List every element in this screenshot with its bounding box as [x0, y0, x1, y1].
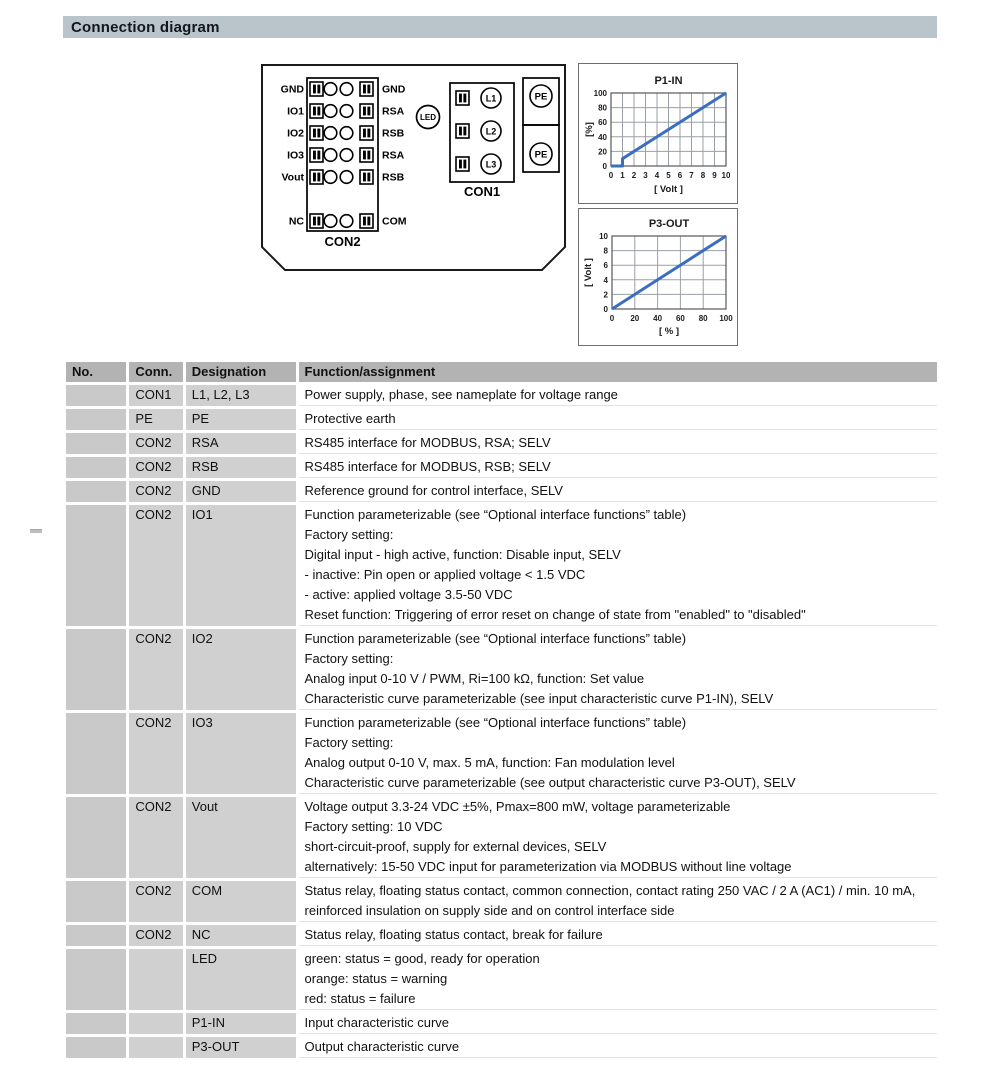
svg-text:0: 0: [609, 314, 615, 323]
function-line: red: status = failure: [304, 991, 416, 1006]
table-row: [66, 797, 937, 878]
cell-designation: RSB: [186, 457, 296, 478]
cell-function: [299, 713, 937, 794]
p1-in-chart: [578, 63, 738, 204]
con2-left-label: Vout: [281, 171, 304, 184]
function-line: Output characteristic curve: [304, 1039, 460, 1054]
pe-label: PE: [534, 149, 548, 161]
cell-conn: CON2: [129, 505, 182, 626]
cell-designation: IO1: [186, 505, 296, 626]
cell-no: [66, 433, 126, 454]
cell-conn: [129, 949, 182, 1010]
svg-text:5: 5: [666, 171, 671, 180]
cell-designation: LED: [186, 949, 296, 1010]
function-line: Reset function: Triggering of error reset on change of state from "enabled" to "disabled": [304, 607, 806, 622]
cell-conn: CON2: [129, 713, 182, 794]
con2-right-label: COM: [382, 215, 407, 228]
x-axis-label: [ Volt ]: [654, 184, 683, 195]
svg-text:8: 8: [700, 171, 706, 180]
function-line: Function parameterizable (see “Optional interface functions” table): [304, 715, 687, 730]
table-row: [66, 949, 937, 1010]
cell-conn: CON2: [129, 881, 182, 922]
svg-text:100: 100: [719, 314, 733, 323]
connection-table: [63, 359, 940, 1061]
cell-designation: L1, L2, L3: [186, 385, 296, 406]
curve-line: [612, 236, 726, 309]
svg-text:10: 10: [721, 171, 731, 180]
y-axis-label: [%]: [584, 122, 595, 137]
cell-function: [299, 925, 937, 946]
cell-conn: CON2: [129, 457, 182, 478]
cell-designation: NC: [186, 925, 296, 946]
cell-function: [299, 797, 937, 878]
function-line: Analog input 0-10 V / PWM, Ri=100 kΩ, function: Set value: [304, 671, 645, 686]
function-line: Factory setting:: [304, 735, 394, 750]
cell-designation: IO3: [186, 713, 296, 794]
function-line: Status relay, floating status contact, common connection, contact rating 250 VAC / 2 A (AC1) / min. 10 mA, reinforced insulation on supply side and on control interface side: [304, 883, 916, 918]
cell-designation: P1-IN: [186, 1013, 296, 1034]
con2-left-label: IO3: [287, 149, 304, 162]
cell-function: [299, 457, 937, 478]
cell-function: [299, 409, 937, 430]
cell-no: [66, 385, 126, 406]
cell-conn: CON2: [129, 797, 182, 878]
y-axis-label: [ Volt ]: [583, 258, 594, 287]
svg-text:6: 6: [603, 261, 608, 271]
con2-left-label: GND: [280, 83, 304, 96]
p3-out-chart: [578, 208, 738, 346]
function-line: RS485 interface for MODBUS, RSB; SELV: [304, 459, 551, 474]
svg-text:10: 10: [599, 232, 608, 241]
cell-no: [66, 713, 126, 794]
x-axis-label: [ % ]: [658, 326, 680, 337]
cell-conn: CON1: [129, 385, 182, 406]
function-line: Factory setting:: [304, 527, 394, 542]
cell-no: [66, 629, 126, 710]
svg-text:20: 20: [598, 147, 607, 157]
function-line: Factory setting: 10 VDC: [304, 819, 443, 834]
cell-conn: CON2: [129, 629, 182, 710]
cell-no: [66, 949, 126, 1010]
margin-dash: [30, 529, 42, 533]
svg-text:6: 6: [677, 171, 683, 180]
function-line: Analog output 0-10 V, max. 5 mA, function: Fan modulation level: [304, 755, 675, 770]
con2-right-label: RSA: [382, 105, 405, 118]
table-header-row: [66, 362, 937, 382]
cell-no: [66, 925, 126, 946]
function-line: - active: applied voltage 3.5-50 VDC: [304, 587, 513, 602]
con1-label: CON1: [463, 184, 501, 199]
phase-l3-label: L3: [485, 159, 497, 170]
cell-function: [299, 505, 937, 626]
svg-text:0: 0: [602, 162, 607, 171]
svg-text:20: 20: [630, 314, 640, 323]
con2-right-label: RSB: [382, 127, 405, 140]
chart-title: P1-IN: [654, 75, 683, 87]
cell-function: [299, 433, 937, 454]
cell-designation: COM: [186, 881, 296, 922]
cell-no: [66, 881, 126, 922]
svg-text:4: 4: [654, 171, 660, 180]
cell-conn: PE: [129, 409, 182, 430]
led-label: LED: [420, 113, 436, 122]
svg-text:1: 1: [620, 171, 625, 180]
svg-text:8: 8: [603, 246, 608, 256]
column-header-conn-: Conn.: [129, 362, 182, 382]
function-line: orange: status = warning: [304, 971, 448, 986]
table-row: [66, 713, 937, 794]
section-header-bar: [63, 16, 937, 38]
table-row: [66, 481, 937, 502]
function-line: Status relay, floating status contact, break for failure: [304, 927, 603, 942]
svg-text:7: 7: [689, 171, 694, 180]
cell-function: [299, 1037, 937, 1058]
connection-table-wrap: [63, 359, 940, 1061]
svg-text:9: 9: [712, 171, 717, 180]
cell-no: [66, 797, 126, 878]
function-line: Function parameterizable (see “Optional interface functions” table): [304, 631, 687, 646]
cell-conn: CON2: [129, 481, 182, 502]
svg-text:0: 0: [603, 305, 608, 314]
svg-text:3: 3: [643, 171, 648, 180]
cell-designation: Vout: [186, 797, 296, 878]
cell-no: [66, 1013, 126, 1034]
svg-text:2: 2: [631, 171, 637, 180]
function-line: Power supply, phase, see nameplate for voltage range: [304, 387, 618, 402]
svg-text:100: 100: [593, 89, 607, 98]
cell-designation: PE: [186, 409, 296, 430]
table-row: [66, 385, 937, 406]
cell-conn: [129, 1013, 182, 1034]
function-line: Function parameterizable (see “Optional interface functions” table): [304, 507, 687, 522]
function-line: green: status = good, ready for operation: [304, 951, 540, 966]
con1-terminals: [456, 91, 469, 171]
pe-label: PE: [534, 91, 548, 103]
cell-no: [66, 481, 126, 502]
table-row: [66, 629, 937, 710]
phase-l1-label: L1: [485, 93, 497, 104]
cell-no: [66, 505, 126, 626]
function-line: Factory setting:: [304, 651, 394, 666]
cell-function: [299, 881, 937, 922]
svg-text:60: 60: [598, 118, 607, 128]
function-line: Characteristic curve parameterizable (see output characteristic curve P3-OUT), SELV: [304, 775, 796, 790]
con2-left-label: IO2: [287, 127, 304, 140]
function-line: Reference ground for control interface, SELV: [304, 483, 563, 498]
table-row: [66, 925, 937, 946]
cell-conn: CON2: [129, 433, 182, 454]
column-header-function-assignment: Function/assignment: [299, 362, 937, 382]
function-line: RS485 interface for MODBUS, RSA; SELV: [304, 435, 551, 450]
cell-conn: CON2: [129, 925, 182, 946]
table-row: [66, 1013, 937, 1034]
function-line: - inactive: Pin open or applied voltage < 1.5 VDC: [304, 567, 586, 582]
function-line: Protective earth: [304, 411, 396, 426]
con2-left-label: NC: [288, 215, 304, 228]
cell-function: [299, 1013, 937, 1034]
section-title: Connection diagram: [71, 18, 220, 36]
cell-designation: GND: [186, 481, 296, 502]
function-line: Digital input - high active, function: Disable input, SELV: [304, 547, 621, 562]
svg-text:80: 80: [598, 103, 607, 113]
con2-right-label: RSA: [382, 149, 405, 162]
svg-text:40: 40: [598, 132, 607, 142]
function-line: Input characteristic curve: [304, 1015, 450, 1030]
cell-no: [66, 1037, 126, 1058]
table-row: [66, 505, 937, 626]
con2-right-label: GND: [382, 83, 406, 96]
column-header-no-: No.: [66, 362, 126, 382]
function-line: short-circuit-proof, supply for external devices, SELV: [304, 839, 607, 854]
cell-function: [299, 949, 937, 1010]
chart-title: P3-OUT: [648, 218, 690, 230]
svg-text:2: 2: [603, 290, 608, 300]
svg-text:80: 80: [698, 314, 708, 323]
cell-designation: RSA: [186, 433, 296, 454]
cell-conn: [129, 1037, 182, 1058]
cell-function: [299, 629, 937, 710]
column-header-designation: Designation: [186, 362, 296, 382]
table-row: [66, 1037, 937, 1058]
function-line: alternatively: 15-50 VDC input for parameterization via MODBUS without line voltage: [304, 859, 792, 874]
table-row: [66, 409, 937, 430]
svg-text:0: 0: [608, 171, 614, 180]
cell-function: [299, 481, 937, 502]
cell-function: [299, 385, 937, 406]
cell-designation: P3-OUT: [186, 1037, 296, 1058]
svg-text:4: 4: [603, 275, 608, 285]
con2-label: CON2: [324, 234, 361, 249]
con2-right-label: RSB: [382, 171, 405, 184]
phase-l2-label: L2: [485, 126, 497, 137]
cell-no: [66, 409, 126, 430]
cell-no: [66, 457, 126, 478]
con2-left-label: IO1: [287, 105, 304, 118]
svg-text:40: 40: [653, 314, 663, 323]
function-line: Voltage output 3.3-24 VDC ±5%, Pmax=800 mW, voltage parameterizable: [304, 799, 731, 814]
table-row: [66, 457, 937, 478]
device-connection-diagram: [260, 62, 576, 277]
cell-designation: IO2: [186, 629, 296, 710]
svg-text:60: 60: [675, 314, 685, 323]
connection-table-body: [66, 385, 937, 1058]
table-row: [66, 881, 937, 922]
function-line: Characteristic curve parameterizable (see input characteristic curve P1-IN), SELV: [304, 691, 774, 706]
table-row: [66, 433, 937, 454]
